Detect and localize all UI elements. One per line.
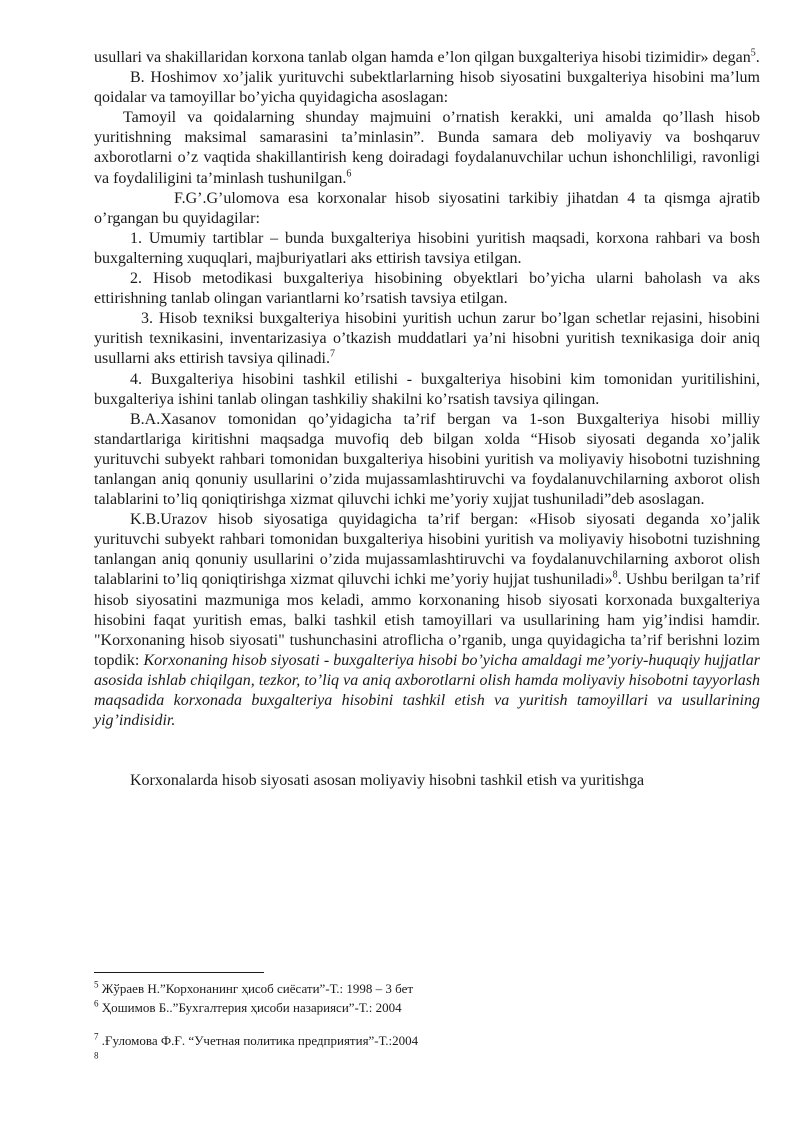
footnote-ref-7[interactable]: 7	[329, 349, 335, 361]
footnote-8: 8	[94, 1050, 99, 1061]
footnote-7: $^7$ .Ғуломова Ф.Ғ. “Учетная политика предприятия”-Т.:2004	[94, 1031, 419, 1048]
footnote-spacer	[94, 1017, 760, 1031]
list-item-3: 3. Hisob texniksi buxgalteriya hisobini yuritish uchun zarur bo’lgan schetlar rejasini, hisobini yuritish texnikasini, inventarizasiya o’tkazish muddatlari ya’ni hisobni yuritish texnikasiga doir aniq usullarni aks ettirish tavsiya qilinadi.$^7$	[94, 310, 760, 368]
paragraph-gulomova: F.G’.G’ulomova esa korxonalar hisob siyosatini tarkibiy jihatdan 4 ta qismga ajratib o’rgangan bu quyidagilar:	[94, 189, 760, 227]
paragraph-xasanov: B.A.Xasanov tomonidan qo’yidagicha ta’rif bergan va 1-son Buxgalteriya hisobi milliy standartlariga kiritishni maqsadga muvofiq deb bilgan xolda “Hisob siyosati deganda xo’jalik yurituvchi subyekt rahbari tomonidan buxgalteriya hisobini yuritish va moliyaviy hisobotni tuzishning tanlangan aniq qonuniy usullarini o’zida mujassamlashtiruvchi va foydalanuvchilarning axborot olish talablarini to’liq qoniqtirishga xizmat qiluvchi ichki me’yoriy xujjat tushuniladi”deb asoslagan.	[94, 410, 760, 509]
document-body	[94, 48, 760, 791]
footnote-divider	[94, 972, 264, 973]
footnote-ref-6[interactable]: 6	[346, 168, 352, 180]
paragraph-quote-hoshimov: Tamoyil va qoidalarning shunday majmuini o’rnatish kerakki, uni amalda qo’llash hisob yuritishning maksimal samarasini ta’minlasin”. Bunda samara deb moliyaviy va boshqaruv axborotlarni o’z vaqtida shakillantirish keng doiradagi foydalanuvchilar uchun ishonchliligi, ravonligi va foydaliligini ta’minlash tushunilgan.$^6$	[94, 109, 760, 187]
footnote-ref-8[interactable]: 8	[612, 570, 618, 582]
paragraph-urazov: K.B.Urazov hisob siyosatiga quyidagicha ta’rif bergan: «Hisob siyosati deganda xo’jalik yurituvchi subyekt rahbari tomonidan buxgalteriya hisobini yuritish va moliyaviy hisobotni tuzishning tanlangan aniq qonuniy usullarini o’zida mujassamlashtiruvchi va foydalanuvchilarning axborot olish talablarini to’liq qoniqtirishga xizmat qiluvchi ichki me’yoriy hujjat tushuniladi»$^8$. Ushbu berilgan ta’rif hisob siyosatini mazmuniga mos keladi, ammo korxonaning hisob siyosati korxonada buxgalteriya hisobini faqat yuritish emas, balki tashkil etish tamoyillari va usullarining ham yig’indisi hamdir. "Korxonaning hisob siyosati" tushunchasini atroflicha o’rganib, unga quyidagicha ta’rif berishni lozim topdik: Korxonaning hisob siyosati - buxgalteriya hisobi bo’yicha amaldagi me’yoriy-huquqiy hujjatlar asosida ishlab chiqilgan, tezkor, to’liq va aniq axborotlarni olish hamda moliyaviy hisobotni tayyorlash maqsadida korxonada buxgalteriya hisobini tashkil etish va yuritish tamoyillari va usullarining yig’indisidir.	[94, 511, 760, 730]
footnote-6: $^6$ Ҳошимов Б..”Бухгалтерия ҳисоби назарияси”-Т.: 2004	[94, 998, 402, 1015]
paragraph-hoshimov: B. Hoshimov xo’jalik yurituvchi subektlarlarning hisob siyosatini buxgalteriya hisobini ma’lum qoidalar va tamoyillar bo’yicha quyidagicha asoslagan:	[94, 69, 760, 107]
paragraph-continuation: usullari va shakillaridan korxona tanlab olgan hamda e’lon qilgan buxgalteriya hisobi tizimidir» degan$^5$.	[94, 47, 760, 66]
footnote-5: $^5$ Жўраев Н.”Корхонанинг ҳисоб сиёсати”-Т.: 1998 – 3 бет	[94, 979, 414, 996]
list-item-2: 2. Hisob metodikasi buxgalteriya hisobining obyektlari bo’yicha ularni baholash va aks ettirishning tanlab olingan variantlarni ko’rsatish tavsiya etilgan.	[94, 270, 760, 308]
list-item-4: 4. Buxgalteriya hisobini tashkil etilishi - buxgalteriya hisobini kim tomonidan yuritilishini, buxgalteriya ishini tanlab olingan tashkiliy shakilni ko’rsatish tavsiya qilingan.	[94, 370, 760, 408]
paragraph-final: Korxonalarda hisob siyosati asosan moliyaviy hisobni tashkil etish va yuritishga	[130, 772, 645, 790]
footnotes-section	[94, 972, 760, 1069]
footnote-ref-5[interactable]: 5	[750, 47, 756, 59]
list-item-1: 1. Umumiy tartiblar – bunda buxgalteriya hisobini yuritish maqsadi, korxona rahbari va bosh buxgalterning xuquqlari, majburiyatlari aks ettirish tavsiya etilgan.	[94, 229, 760, 267]
paragraph-gap	[94, 731, 760, 771]
definition-italic: Korxonaning hisob siyosati - buxgalteriya hisobi bo’yicha amaldagi me’yoriy-huquqiy hujjatlar asosida ishlab chiqilgan, tezkor, to’liq va aniq axborotlarni olish hamda moliyaviy hisobotni tayyorlash maqsadida korxonada buxgalteriya hisobini tashkil etish va yuritish tamoyillari va usullarining yig’indisidir.	[94, 651, 760, 730]
